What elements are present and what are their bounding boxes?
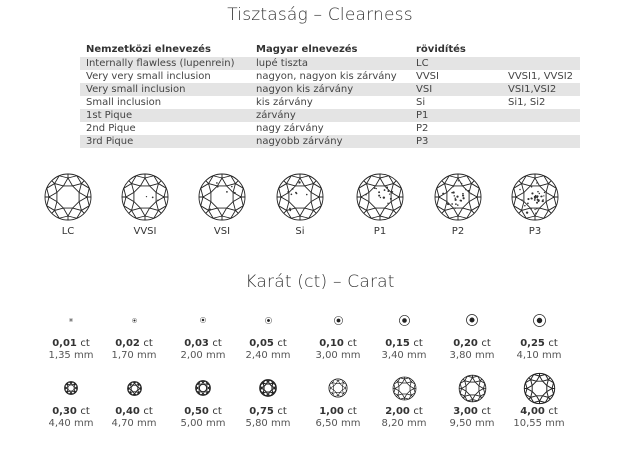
clarity-table-row <box>80 135 580 148</box>
cell-hungarian-name: nagyon kis zárvány <box>250 83 410 96</box>
cell-subgrades <box>502 109 580 122</box>
diamond-icon <box>334 316 343 325</box>
carat-diameter: 1,70 mm <box>111 350 157 361</box>
carat-diameter: 4,40 mm <box>48 418 94 429</box>
carat-value: 0,40 <box>115 406 140 417</box>
clarity-grade-label: VSI <box>213 226 231 237</box>
clarity-grade-label: P2 <box>451 226 465 237</box>
clarity-title: Tisztaság – Clearness <box>227 5 413 25</box>
cell-subgrades <box>502 135 580 148</box>
cell-internal-name: 2nd Pique <box>86 123 136 134</box>
carat-stone <box>94 370 174 430</box>
carat-weight <box>499 338 579 350</box>
cell-subgrades <box>502 122 580 135</box>
carat-weight <box>228 406 308 418</box>
diamond-icon <box>458 374 487 403</box>
carat-value: 0,05 <box>249 338 274 349</box>
diamond-icon <box>392 376 417 401</box>
diamond-icon <box>69 318 73 322</box>
cell-abbreviation: VVSI <box>416 71 439 82</box>
clarity-grade <box>428 172 488 237</box>
diamond-icon <box>466 314 478 326</box>
carat-unit: ct <box>481 338 491 349</box>
carat-diameter: 4,10 mm <box>516 350 562 361</box>
carat-diameter: 10,55 mm <box>513 418 565 429</box>
carat-unit: ct <box>413 338 423 349</box>
carat-value: 1,00 <box>319 406 344 417</box>
diamond-icon <box>64 381 78 395</box>
clarity-table-row <box>80 57 580 70</box>
carat-diameter: 2,40 mm <box>245 350 291 361</box>
carat-value: 0,10 <box>319 338 344 349</box>
diamond-icon <box>433 172 483 222</box>
carat-value: 0,15 <box>385 338 410 349</box>
carat-value: 2,00 <box>385 406 410 417</box>
diamond-icon <box>259 379 277 397</box>
carat-diameter: 5,80 mm <box>245 418 291 429</box>
cell-abbreviation: P3 <box>410 135 502 148</box>
carat-unit: ct <box>277 406 287 417</box>
clarity-grade-label: P3 <box>528 226 542 237</box>
cell-internal-name: 1st Pique <box>80 109 250 122</box>
carat-value: 0,75 <box>249 406 274 417</box>
cell-abbreviation: VSI <box>410 83 502 96</box>
cell-internal-name: Very small inclusion <box>80 83 250 96</box>
clarity-table-header <box>80 42 580 57</box>
header-hungarian-name: Magyar elnevezés <box>256 44 358 55</box>
cell-subgrades <box>502 57 580 70</box>
diamond-icon <box>120 172 170 222</box>
diamond-icon <box>355 172 405 222</box>
carat-diameter: 1,35 mm <box>48 350 94 361</box>
carat-diameter: 3,80 mm <box>449 350 495 361</box>
cell-abbreviation: Si <box>416 97 426 108</box>
clarity-grade <box>350 172 410 237</box>
clarity-table-row <box>80 83 580 96</box>
clarity-table <box>80 42 580 148</box>
carat-unit: ct <box>212 406 222 417</box>
cell-abbreviation: LC <box>410 57 502 70</box>
cell-internal-name: Internally flawless (lupenrein) <box>80 57 250 70</box>
cell-subgrades: Si1, Si2 <box>508 97 546 108</box>
carat-unit: ct <box>80 338 90 349</box>
clarity-grade-label: Si <box>295 226 305 237</box>
header-subgrades <box>502 42 580 57</box>
cell-internal-name: Very very small inclusion <box>86 71 211 82</box>
clarity-grade-label: LC <box>61 226 75 237</box>
diamond-icon <box>43 172 93 222</box>
diamond-icon <box>328 378 348 398</box>
cell-abbreviation: P2 <box>416 123 429 134</box>
carat-value: 3,00 <box>453 406 478 417</box>
carat-unit: ct <box>347 338 357 349</box>
carat-diameter: 2,00 mm <box>180 350 226 361</box>
clarity-grade <box>115 172 175 237</box>
carat-unit: ct <box>413 406 423 417</box>
carat-weight <box>94 406 174 418</box>
diamond-icon <box>195 380 211 396</box>
carat-diameter: 6,50 mm <box>315 418 361 429</box>
diamond-icon <box>523 372 556 405</box>
diamond-icon <box>132 318 137 323</box>
carat-weight <box>94 338 174 350</box>
clarity-table-row <box>80 109 580 122</box>
diamond-icon <box>200 317 206 323</box>
carat-title: Karát (ct) – Carat <box>245 272 395 292</box>
clarity-grade <box>270 172 330 237</box>
carat-value: 0,03 <box>184 338 209 349</box>
carat-weight <box>228 338 308 350</box>
cell-hungarian-name: kis zárvány <box>256 97 313 108</box>
clarity-table-row <box>80 122 580 135</box>
carat-diameter: 3,00 mm <box>315 350 361 361</box>
carat-unit: ct <box>347 406 357 417</box>
clarity-grade-diagrams <box>0 172 640 242</box>
carat-value: 0,50 <box>184 406 209 417</box>
clarity-grade <box>505 172 565 237</box>
carat-stone <box>228 370 308 430</box>
diamond-icon <box>127 381 142 396</box>
carat-unit: ct <box>481 406 491 417</box>
carat-value: 0,20 <box>453 338 478 349</box>
carat-unit: ct <box>548 338 558 349</box>
carat-value: 0,25 <box>520 338 545 349</box>
clarity-grade <box>38 172 98 237</box>
cell-hungarian-name: nagy zárvány <box>256 123 324 134</box>
carat-diameter: 3,40 mm <box>381 350 427 361</box>
carat-diameter: 4,70 mm <box>111 418 157 429</box>
carat-value: 4,00 <box>520 406 545 417</box>
diamond-icon <box>510 172 560 222</box>
cell-internal-name: 3rd Pique <box>80 135 250 148</box>
clarity-grade <box>192 172 252 237</box>
cell-hungarian-name: nagyobb zárvány <box>250 135 410 148</box>
carat-stone <box>499 370 579 430</box>
clarity-grade-label: VVSI <box>133 226 157 237</box>
carat-unit: ct <box>212 338 222 349</box>
header-international-name: Nemzetközi elnevezés <box>86 44 211 55</box>
cell-subgrades: VSI1,VSI2 <box>502 83 580 96</box>
carat-unit: ct <box>548 406 558 417</box>
cell-internal-name: Small inclusion <box>86 97 162 108</box>
carat-weight <box>499 406 579 418</box>
carat-stone <box>94 302 174 362</box>
cell-hungarian-name: zárvány <box>250 109 410 122</box>
carat-unit: ct <box>143 338 153 349</box>
clarity-table-row <box>80 70 580 83</box>
diamond-icon <box>399 315 410 326</box>
carat-value: 0,02 <box>115 338 140 349</box>
carat-stone <box>228 302 308 362</box>
carat-diameter: 9,50 mm <box>449 418 495 429</box>
cell-hungarian-name: lupé tiszta <box>250 57 410 70</box>
cell-abbreviation: P1 <box>410 109 502 122</box>
cell-hungarian-name: nagyon, nagyon kis zárvány <box>256 71 397 82</box>
clarity-grade-label: P1 <box>373 226 387 237</box>
carat-value: 0,30 <box>52 406 77 417</box>
carat-unit: ct <box>143 406 153 417</box>
carat-stone <box>499 302 579 362</box>
diamond-icon <box>275 172 325 222</box>
carat-value: 0,01 <box>52 338 77 349</box>
diamond-icon <box>533 314 546 327</box>
diamond-icon <box>197 172 247 222</box>
cell-subgrades: VVSI1, VVSI2 <box>508 71 574 82</box>
header-abbreviation: rövidítés <box>416 44 466 55</box>
diamond-icon <box>265 317 272 324</box>
clarity-table-row <box>80 96 580 109</box>
carat-unit: ct <box>277 338 287 349</box>
carat-diameter: 8,20 mm <box>381 418 427 429</box>
carat-diameter: 5,00 mm <box>180 418 226 429</box>
carat-unit: ct <box>80 406 90 417</box>
